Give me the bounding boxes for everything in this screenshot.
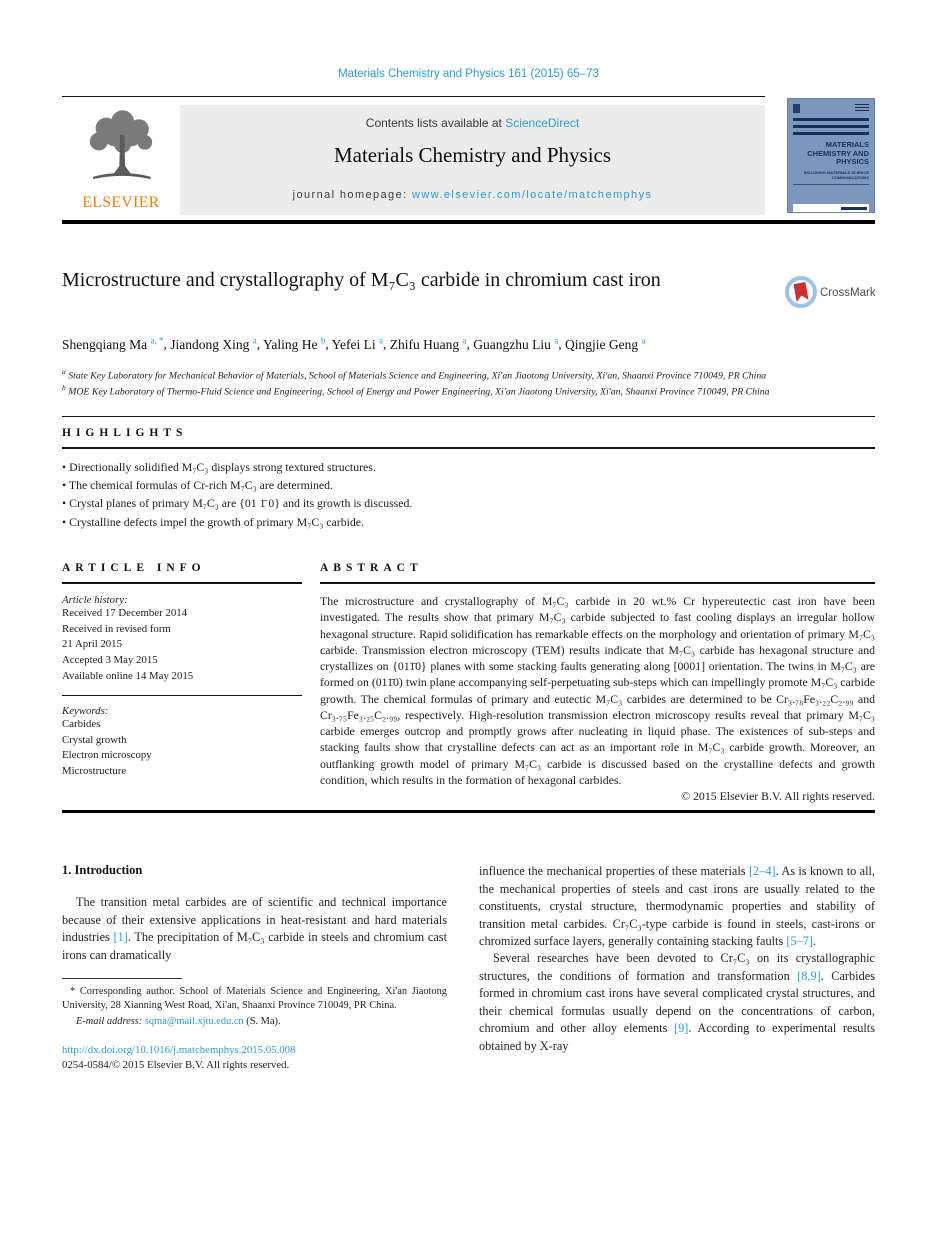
author-list: Shengqiang Ma $^{a, *}$, Jiandong Xing $^a$, Yaling He $^b$, Yefei Li $^a$, Zhifu Huang $^a$, Guangzhu Liu $^a$, Qingjie Geng $^a$ <box>62 335 646 352</box>
highlight-item: • Directionally solidified M₇C₃ displays strong textured structures. <box>62 458 875 476</box>
keyword: Crystal growth <box>62 733 127 746</box>
footnote-rule <box>62 978 182 979</box>
affiliation-list <box>62 367 875 399</box>
top-divider <box>62 96 765 97</box>
abstract-heading: ABSTRACT <box>320 561 423 574</box>
author-name: Jiandong Xing $^a$ <box>170 335 257 352</box>
abstract-column <box>320 562 875 804</box>
abstract-text: The microstructure and crystallography of M₇C₃ carbide in 20 wt.% Cr hypereutectic cast iron have been investigated. The results show that primary M₇C₃ carbide subjected to fast cooling displays an irregular hollow hexagonal structure. Rapid solidification has remarkable effects on the morphology and orientation of primary M₇C₃ carbide. Transmission electron microscopy (TEM) results indicate that M₇C₃ carbide has hexagonal structure and crystallizes on {011̄0} planes with some stacking faults generating along [0001] orientation. The twins in M₇C₃ are formed on (011̄0) twin plane accompanying self-perpetuating sub-steps which can impellingly promote M₇C₃ carbide growth. The chemical formulas of primary and eutectic M₇C₃ carbides are determined to be Cr₃.₇₈Fe₃.₂₂C₂.₉₉ and Cr₃.₇₅Fe₃.₂₅C₂.₉₉, respectively. High-resolution transmission electron microscopy results reveal that primary M₇C₃ carbide emerges outcrop and promptly grows after nucleating in liquid phase. The existences of sub-steps and stacking faults show that crystalline defects can act as an important role in M₇C₃ carbide growth. Moreover, an outflanking growth model of primary M₇C₃ carbide is discussed based on the crystalline defects and growth condition, which results in the formation of hexagonal carbides. <box>320 593 875 787</box>
highlight-item: • Crystal planes of primary M₇C₃ are {01 1̄ 0} and its growth is discussed. <box>62 494 875 512</box>
crossmark-label: CrossMark <box>820 287 875 299</box>
journal-title: Materials Chemistry and Physics <box>333 143 612 167</box>
keyword: Electron microscopy <box>62 749 152 762</box>
doi-block <box>62 1043 447 1074</box>
cover-bar <box>793 125 869 128</box>
masthead-divider <box>62 220 875 224</box>
body-right-column <box>479 863 875 1074</box>
citation-ref[interactable]: [1] <box>113 930 128 945</box>
history-line: Received in revised form <box>62 622 171 635</box>
highlights-heading-rule <box>62 447 875 449</box>
article-body <box>62 863 875 1074</box>
journal-citation: Materials Chemistry and Physics 161 (2015) 65–73 <box>338 68 599 80</box>
keywords-label: Keywords: <box>62 705 109 718</box>
history-line: 21 April 2015 <box>62 638 122 651</box>
citation-ref[interactable]: [8,9] <box>797 968 821 983</box>
author-name: Yefei Li $^a$ <box>331 335 384 352</box>
cover-hairline <box>793 184 869 185</box>
highlights-list <box>62 458 875 531</box>
cover-title: MATERIALS CHEMISTRY AND PHYSICS <box>807 140 869 167</box>
homepage-line <box>180 189 765 201</box>
highlights-heading: HIGHLIGHTS <box>62 426 188 439</box>
corresponding-author-note: * Corresponding author. School of Materials Science and Engineering, Xi'an Jiaotong University, 28 Xianning West Road, Xi'an, Shaanxi Province 710049, PR China. <box>62 985 447 1012</box>
author-name: Qingjie Geng $^a$ <box>565 335 646 352</box>
email-link[interactable]: sqma@mail.xjtu.edu.cn <box>144 1015 244 1027</box>
sciencedirect-link[interactable]: ScienceDirect <box>505 116 580 130</box>
cover-volume-lines <box>855 104 869 113</box>
author-name: Shengqiang Ma $^{a, *}$ <box>62 335 164 352</box>
author-affiliation-marker: a <box>554 335 559 345</box>
elsevier-logo-text: ELSEVIER <box>82 194 160 211</box>
abstract-copyright: © 2015 Elsevier B.V. All rights reserved. <box>681 789 875 804</box>
author-affiliation-marker: a <box>641 335 646 345</box>
affiliation: $^a$ State Key Laboratory for Mechanical Behavior of Materials, School of Materials Science and Engineering, Xi'an Jiaotong University, Xi'an, Shaanxi Province 710049, PR China <box>62 366 767 381</box>
citation-ref[interactable]: [5–7] <box>786 933 813 948</box>
highlight-item: • Crystalline defects impel the growth of primary M₇C₃ carbide. <box>62 513 875 531</box>
journal-banner <box>180 105 765 215</box>
intro-paragraph: The transition metal carbides are of scientific and technical importance because of their extensive applications in heat-resistant and hard materials industries [1]. The precipitation of M₇C₃ carbide in steels and chromium cast irons can dramatically <box>62 895 447 962</box>
affiliation: $^b$ MOE Key Laboratory of Thermo-Fluid Science and Engineering, School of Energy and Power Engineering, Xi'an Jiaotong University, Xi'an, Shaanxi Province 710049, PR China <box>62 382 770 397</box>
email-suffix: (S. Ma). <box>243 1015 281 1027</box>
history-line: Received 17 December 2014 <box>62 606 188 619</box>
keyword: Microstructure <box>62 765 127 778</box>
author-affiliation-marker: b <box>320 335 326 345</box>
cover-footer-strip <box>793 204 869 212</box>
section-heading-introduction: 1. Introduction <box>62 863 143 878</box>
contents-line <box>180 116 765 130</box>
keyword: Carbides <box>62 718 101 731</box>
email-line <box>62 1016 447 1027</box>
elsevier-tree-icon <box>80 107 162 194</box>
cover-subtitle: INCLUDING MATERIALS SCIENCE COMMUNICATIONS <box>803 169 869 181</box>
article-history-label: Article history: <box>62 593 128 606</box>
history-line: Available online 14 May 2015 <box>62 669 194 682</box>
journal-cover-thumbnail[interactable] <box>787 98 875 213</box>
citation-ref[interactable]: [9] <box>674 1021 689 1036</box>
author-name: Zhifu Huang $^a$ <box>389 335 467 352</box>
cover-top-row <box>793 104 869 114</box>
highlights-top-rule <box>62 416 875 417</box>
highlight-item: • The chemical formulas of Cr-rich M₇C₃ are determined. <box>62 476 875 494</box>
info-divider-rule <box>62 695 302 696</box>
author-affiliation-marker: a <box>462 335 467 345</box>
homepage-prefix: journal homepage: <box>292 189 413 201</box>
cover-bar <box>793 118 869 121</box>
author-affiliation-marker: a <box>252 335 257 345</box>
article-info-heading-rule <box>62 582 302 584</box>
crossmark-badge[interactable] <box>783 268 875 317</box>
issn-copyright-line: 0254-0584/© 2015 Elsevier B.V. All rights reserved. <box>62 1059 290 1072</box>
body-paragraph: Several researches have been devoted to Cr₇C₃ on its crystallographic structures, the conditions of formation and transformation [8,9]. Carbides formed in chromium cast irons have several complicated crystal structures, and their chemical formulas usually depend on the concentrations of carbon, chromium and other alloy elements [9]. According to experimental results obtained by X-ray <box>479 951 876 1053</box>
article-title: Microstructure and crystallography of M₇C₃ carbide in chromium cast iron <box>62 269 661 291</box>
author-name: Yaling He $^b$ <box>263 335 326 352</box>
article-info-column <box>62 562 302 804</box>
article-info-heading: ARTICLE INFO <box>62 561 206 574</box>
email-label: E-mail address: <box>76 1015 143 1027</box>
journal-homepage-link[interactable]: www.elsevier.com/locate/matchemphys <box>412 189 653 201</box>
body-paragraph: influence the mechanical properties of these materials [2–4]. As is known to all, the mechanical properties of steels and cast irons are usually related to the constituents, crystal structure, thermodynamic properties and stability of transition metal carbides. Cr₇C₃-type carbide is found in steels, cast-irons or chromized surface layers, generally containing stacking faults [5–7]. <box>479 864 875 948</box>
abstract-heading-rule <box>320 582 875 584</box>
author-affiliation-marker: a <box>379 335 384 345</box>
citation-ref[interactable]: [2–4] <box>748 864 776 879</box>
contents-line-prefix: Contents lists available at <box>365 116 506 130</box>
keywords-list <box>62 717 302 780</box>
cover-bar <box>793 132 869 135</box>
body-left-column <box>62 863 447 1074</box>
footnote-block <box>62 978 447 1027</box>
info-abstract-section <box>62 562 875 804</box>
article-history-list <box>62 606 302 684</box>
abstract-bottom-rule <box>62 810 875 813</box>
history-line: Accepted 3 May 2015 <box>62 653 158 666</box>
author-name: Guangzhu Liu $^a$ <box>473 335 559 352</box>
author-affiliation-marker: a, * <box>150 335 164 345</box>
masthead <box>62 105 875 215</box>
elsevier-logo[interactable] <box>62 105 180 215</box>
cover-publisher-icon <box>793 104 800 113</box>
doi-link[interactable]: http://dx.doi.org/10.1016/j.matchemphys.2015.05.008 <box>62 1043 296 1056</box>
